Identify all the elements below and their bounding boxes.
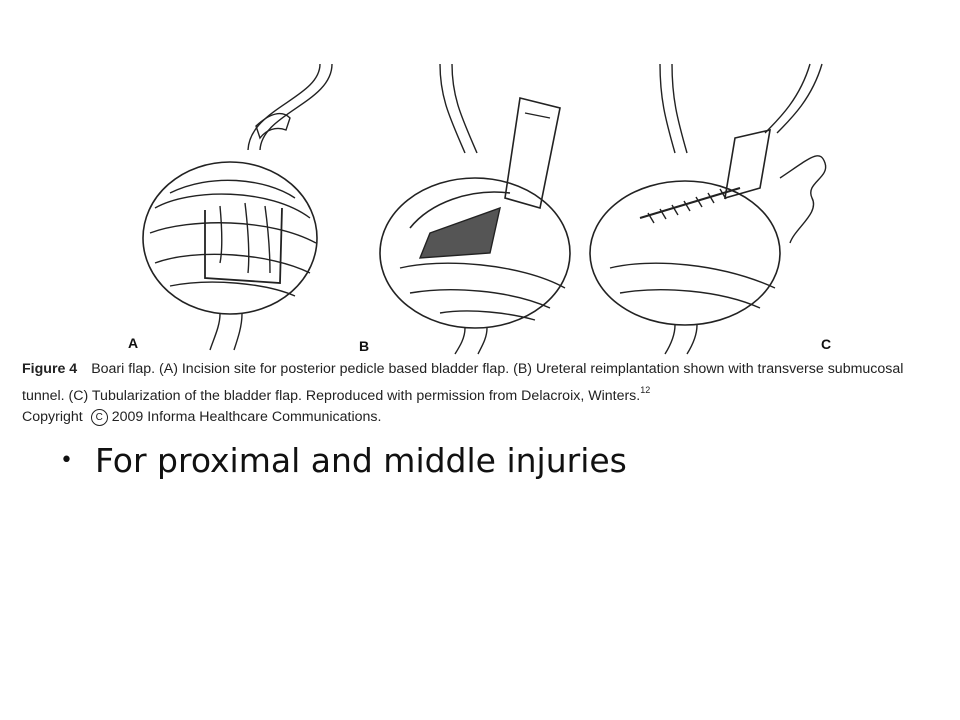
panel-label-c: C [821, 336, 832, 352]
panel-c-drawing [590, 64, 826, 354]
reference-superscript: 12 [640, 385, 651, 395]
bullet-item [60, 441, 627, 480]
copyright-text: 2009 Informa Healthcare Communications. [111, 409, 382, 425]
bullet-text: For proximal and middle injuries [94, 441, 627, 480]
copyright-label: Copyright [22, 409, 83, 425]
bladder-illustration [20, 58, 940, 358]
panel-a-drawing [143, 64, 332, 350]
caption-text: Boari flap. (A) Incision site for posterior pedicle based bladder flap. (B) Ureteral reimplantation shown with transverse submucosal tunnel. (C) Tubularization of the bladder flap. Reproduced with permission from Delacroix, Winters. [22, 361, 904, 404]
figure-caption [22, 359, 942, 428]
panel-label-b: B [359, 338, 370, 354]
panel-label-a: A [128, 335, 139, 351]
boari-flap-figure [20, 58, 940, 358]
copyright-icon: C [91, 409, 108, 426]
panel-b-drawing [380, 64, 570, 354]
figure-number: Figure 4 [22, 361, 78, 377]
bullet-marker: • [60, 448, 73, 473]
